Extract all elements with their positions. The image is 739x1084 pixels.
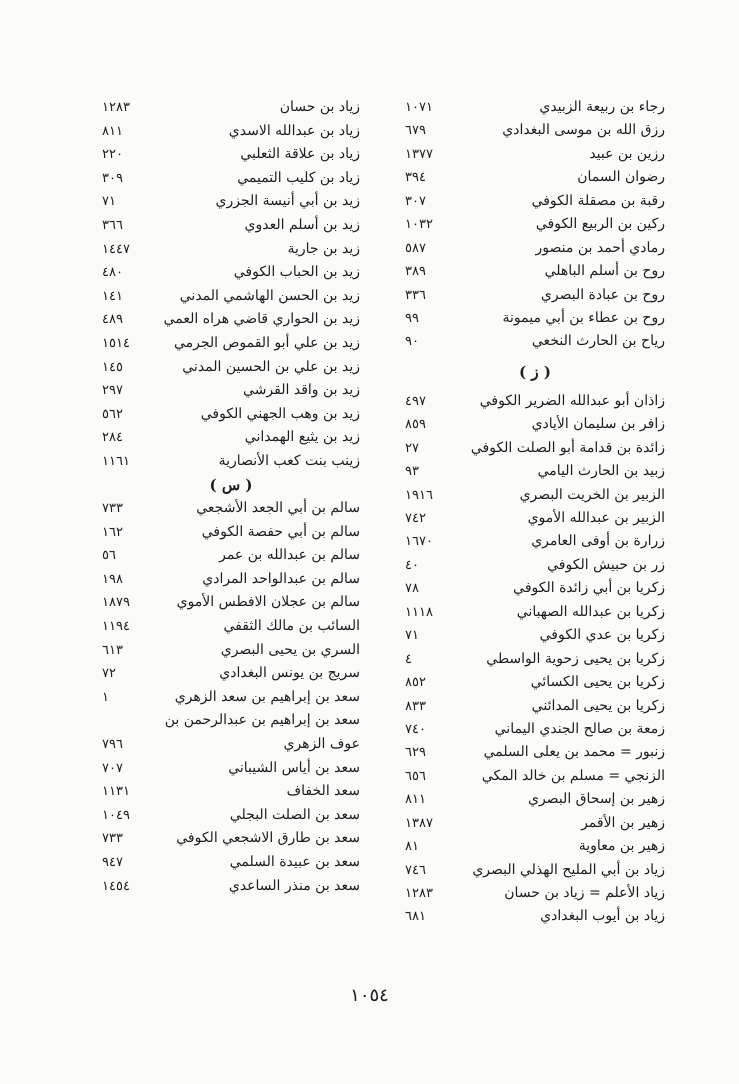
- index-entry: [102, 238, 360, 262]
- entry-number: ٦٢٩: [405, 745, 426, 761]
- entry-number: ٨١١: [405, 792, 426, 808]
- entry-number: ٧٤٦: [405, 862, 426, 878]
- index-entry: [102, 662, 360, 686]
- index-entry: [405, 119, 665, 142]
- entry-name: زكريا بن يحيى الكسائي: [530, 674, 665, 691]
- entry-number: ٩٠: [405, 334, 419, 350]
- index-entry: [405, 143, 665, 166]
- entry-name: عوف الزهري: [283, 736, 360, 753]
- entry-name: الزبير بن عبدالله الأموي: [527, 510, 665, 526]
- index-entry: [102, 308, 360, 332]
- entry-number: ٧٣٣: [102, 501, 123, 517]
- entry-name: زكريا بن عبدالله الصهباني: [516, 603, 665, 620]
- section-heading: [405, 354, 665, 390]
- entry-number: ١: [102, 689, 109, 705]
- section-letter: ( س ): [209, 475, 253, 494]
- entry-name: رقبة بن مصقلة الكوفي: [531, 192, 665, 209]
- index-entry: [405, 577, 665, 600]
- section-letter: ( ز ): [519, 362, 551, 381]
- index-entry: [405, 695, 665, 718]
- index-entry: [102, 827, 360, 851]
- index-entry: [102, 167, 360, 191]
- index-entry: [405, 765, 665, 788]
- entry-number: ٩٤٧: [102, 855, 123, 870]
- entry-name: زينب بنت كعب الأنصارية: [218, 452, 360, 469]
- entry-name: رضوان السمان: [577, 169, 665, 186]
- entry-name: رزين بن عبيد: [589, 145, 665, 162]
- entry-number: ٦٧٩: [405, 123, 426, 139]
- entry-name: زهير بن معاوية: [578, 838, 665, 855]
- entry-number: ٥٦٢: [102, 406, 123, 422]
- entry-number: ١٠٧١: [405, 100, 433, 115]
- index-entry: [102, 450, 360, 474]
- entry-name: سعد بن عبيدة السلمي: [229, 854, 360, 870]
- entry-number: ١٤٥٤: [102, 878, 130, 894]
- entry-name: زبيد بن الحارث اليامي: [537, 463, 665, 480]
- entry-number: ١٨٧٩: [102, 595, 130, 611]
- entry-number: ٢٢٠: [102, 147, 123, 163]
- entry-name: سعد بن الصلت البجلي: [229, 806, 360, 823]
- index-entry: [405, 835, 665, 858]
- entry-number: ٢٨٤: [102, 430, 123, 446]
- index-entry: [405, 882, 665, 905]
- index-entry: [102, 639, 360, 663]
- index-entry: [102, 120, 360, 144]
- entry-name: زياد بن أيوب البغدادي: [540, 908, 665, 925]
- index-entry: [405, 554, 665, 577]
- entry-number: ١١٩٤: [102, 619, 130, 635]
- index-entry: [405, 812, 665, 835]
- entry-number: ١٩١٦: [405, 487, 433, 503]
- entry-name: سعد الخفاف: [286, 783, 360, 800]
- entry-name: زيد بن جارية: [287, 240, 360, 257]
- entry-name: زياد بن عبدالله الاسدي: [228, 122, 360, 139]
- entry-number: ١١١٨: [405, 604, 433, 620]
- entry-number: ١٤٤٧: [102, 241, 130, 257]
- index-entry: [405, 671, 665, 694]
- entry-number: ٣٩٤: [405, 170, 426, 186]
- index-entry: [405, 330, 665, 353]
- entry-name: زهير بن الأقمر: [581, 814, 665, 831]
- entry-name: ركين بن الربيع الكوفي: [535, 216, 665, 233]
- entry-number: ٥٨٧: [405, 240, 426, 256]
- entry-number: ١٠٣٢: [405, 217, 433, 233]
- entry-number: ١٦٢: [102, 524, 123, 540]
- index-entry: [102, 285, 360, 309]
- index-entry: [405, 859, 665, 882]
- index-entry: [102, 497, 360, 521]
- entry-name: زيد بن علي أبو القموص الجرمي: [173, 334, 360, 351]
- entry-number: ٨٥٢: [405, 675, 426, 691]
- index-entry: [102, 733, 360, 757]
- entry-name: رياح بن الحارث النخعي: [531, 333, 665, 350]
- entry-number: ٧٩٦: [102, 737, 123, 753]
- entry-name: زرارة بن أوفى العامري: [531, 533, 665, 550]
- index-entry: [102, 851, 360, 875]
- entry-name: زنبور = محمد بن يعلى السلمي: [483, 744, 665, 761]
- entry-number: ١٩٨: [102, 571, 123, 587]
- index-entry: [102, 615, 360, 639]
- entry-name: زياد بن أبي المليح الهذلي البصري: [472, 861, 665, 878]
- entry-name: سالم بن عبدالواحد المرادي: [202, 570, 360, 587]
- entry-name: زياد بن علاقة الثعلبي: [240, 146, 360, 163]
- entry-number: ٦٨١: [405, 909, 426, 925]
- entry-name: زيد بن الحسن الهاشمي المدني: [179, 287, 360, 304]
- index-entry: [405, 460, 665, 483]
- entry-number: ٧٨: [405, 581, 419, 597]
- entry-number: ١٣٧٧: [405, 146, 433, 162]
- index-entry: [102, 190, 360, 214]
- entry-name: زكريا بن يحيى زحوية الواسطي: [486, 650, 665, 667]
- entry-name: روح بن عطاء بن أبي ميمونة: [502, 309, 665, 326]
- page-number: ١٠٥٤: [350, 985, 389, 1006]
- entry-number: ١١٣١: [102, 784, 130, 800]
- index-entry: [405, 601, 665, 624]
- index-entry: [102, 426, 360, 450]
- entry-number: ١٠٤٩: [102, 807, 130, 823]
- index-entry: [405, 390, 665, 413]
- index-entry: [405, 260, 665, 283]
- entry-name: رمادي أحمد بن منصور: [535, 239, 665, 256]
- entry-name: رجاء بن ربيعة الزبيدي: [539, 99, 665, 115]
- entry-name: السري بن يحيى البصري: [220, 641, 360, 658]
- entry-name: سالم بن عجلان الافطس الأموي: [176, 594, 360, 611]
- entry-number: ٤٨٠: [102, 265, 123, 281]
- index-entry: [102, 686, 360, 710]
- entry-number: ٢٩٧: [102, 383, 123, 399]
- entry-name: روح بن أسلم الباهلي: [544, 263, 665, 280]
- entry-name: زهير بن إسحاق البصري: [528, 791, 665, 808]
- entry-number: ١٤١: [102, 288, 123, 304]
- entry-number: ٤٠: [405, 557, 419, 573]
- entry-number: ٣٠٧: [405, 193, 426, 209]
- entry-number: ٧٢: [102, 666, 116, 682]
- index-entry: [405, 96, 665, 119]
- entry-name: زمعة بن صالح الجندي اليماني: [494, 720, 665, 737]
- index-entry: [405, 237, 665, 260]
- entry-name: رزق الله بن موسى البغدادي: [502, 122, 665, 139]
- entry-name: زيد بن يثيع الهمداني: [244, 429, 360, 446]
- index-entry: [405, 741, 665, 764]
- index-entry: [102, 143, 360, 167]
- index-entry: [102, 591, 360, 615]
- entry-number: ٦٥٦: [405, 768, 426, 784]
- index-entry: [102, 356, 360, 380]
- index-entry: [405, 284, 665, 307]
- index-entry: [102, 214, 360, 238]
- entry-name: سعد بن أياس الشيباني: [228, 759, 360, 776]
- index-entry: [102, 403, 360, 427]
- entry-number: ٩٩: [405, 310, 419, 326]
- index-entry: [405, 530, 665, 553]
- entry-number: ١٤٥: [102, 359, 123, 375]
- right-column: [405, 96, 665, 929]
- entry-number: ٧١: [102, 194, 116, 210]
- entry-name: زيد بن الحواري قاضي هراه العمي: [163, 311, 360, 328]
- entry-name: زكريا بن عدي الكوفي: [539, 627, 665, 644]
- entry-number: ٧٠٧: [102, 760, 123, 776]
- entry-number: ٧٤٠: [405, 721, 426, 737]
- index-entry: [405, 788, 665, 811]
- entry-number: ٨٥٩: [405, 417, 426, 433]
- index-entry: [102, 379, 360, 403]
- entry-number: ٣٠٩: [102, 170, 123, 186]
- entry-name: سالم بن أبي الجعد الأشجعي: [196, 500, 360, 517]
- index-entry: [405, 507, 665, 530]
- entry-number: ٤: [405, 651, 412, 667]
- index-entry: [405, 307, 665, 330]
- entry-name: زيد بن أسلم العدوي: [244, 216, 360, 233]
- entry-number: ١١٦١: [102, 453, 130, 469]
- entry-number: ١٢٨٣: [405, 886, 433, 901]
- index-entry: [102, 568, 360, 592]
- index-entry: [405, 624, 665, 647]
- entry-number: ٢٧: [405, 440, 419, 456]
- entry-name: زافر بن سليمان الأيادي: [531, 416, 665, 433]
- entry-number: ٦١٣: [102, 642, 123, 658]
- entry-name: سالم بن أبي حفصة الكوفي: [201, 523, 360, 540]
- entry-name: السائب بن مالك الثقفي: [223, 618, 360, 635]
- index-entry: [102, 780, 360, 804]
- entry-name: زاذان أبو عبدالله الضرير الكوفي: [479, 392, 665, 409]
- entry-name: زر بن حبيش الكوفي: [547, 556, 665, 573]
- entry-name: زائدة بن قدامة أبو الصلت الكوفي: [470, 439, 665, 456]
- entry-name: سريج بن يونس البغدادي: [219, 665, 360, 682]
- index-entry: [405, 437, 665, 460]
- entry-name: زيد بن الحباب الكوفي: [233, 264, 360, 281]
- index-entry: [102, 544, 360, 568]
- entry-name: زيد بن وهب الجهني الكوفي: [200, 405, 360, 422]
- entry-number: ٨٣٣: [405, 698, 426, 714]
- entry-name: زياد الأعلم = زياد بن حسان: [504, 885, 665, 901]
- entry-number: ١٢٨٣: [102, 100, 130, 115]
- entry-name: زيد بن أبي أنيسة الجزري: [215, 193, 360, 210]
- index-entry: [102, 521, 360, 545]
- entry-number: ٥٦: [102, 548, 116, 564]
- index-entry: [102, 804, 360, 828]
- index-entry: [102, 709, 360, 733]
- entry-name: زيد بن واقد القرشي: [243, 382, 360, 399]
- entry-name: سعد بن إبراهيم بن عبدالرحمن بن: [164, 712, 360, 729]
- entry-name: سعد بن طارق الاشجعي الكوفي: [176, 830, 360, 847]
- entry-name: سعد بن إبراهيم بن سعد الزهري: [174, 688, 360, 705]
- entry-number: ٩٣: [405, 464, 419, 480]
- index-entry: [102, 261, 360, 285]
- index-entry: [405, 484, 665, 507]
- index-entry: [405, 648, 665, 671]
- entry-number: ٣٨٩: [405, 264, 426, 280]
- left-column: [102, 96, 360, 898]
- entry-name: روح بن عبادة البصري: [540, 286, 665, 303]
- entry-number: ٨١: [405, 839, 419, 855]
- entry-name: سالم بن عبدالله بن عمر: [219, 547, 360, 564]
- entry-number: ١٦٧٠: [405, 534, 433, 550]
- entry-name: الزنجي = مسلم بن خالد المكي: [481, 767, 665, 784]
- entry-name: زكريا بن يحيى المدائني: [531, 697, 665, 714]
- entry-name: زيد بن علي بن الحسين المدني: [182, 358, 360, 375]
- index-entry: [405, 905, 665, 928]
- index-entry: [405, 166, 665, 189]
- index-entry: [405, 213, 665, 236]
- entry-number: ٣٣٦: [405, 287, 426, 303]
- index-entry: [102, 96, 360, 120]
- entry-number: ٣٦٦: [102, 217, 123, 233]
- index-entry: [102, 332, 360, 356]
- index-entry: [405, 190, 665, 213]
- entry-number: ٧٣٣: [102, 831, 123, 847]
- entry-number: ٧١: [405, 628, 419, 644]
- section-heading: [102, 474, 360, 498]
- entry-number: ١٥١٤: [102, 335, 130, 351]
- entry-number: ٨١١: [102, 123, 123, 139]
- entry-name: زياد بن حسان: [279, 99, 360, 115]
- index-entry: [102, 757, 360, 781]
- entry-number: ٤٩٧: [405, 393, 426, 409]
- index-entry: [102, 875, 360, 899]
- entry-name: سعد بن منذر الساعدي: [228, 877, 360, 894]
- entry-name: زكريا بن أبي زائدة الكوفي: [513, 580, 665, 597]
- index-entry: [405, 718, 665, 741]
- entry-name: زياد بن كليب التميمي: [237, 169, 360, 186]
- entry-number: ٧٤٢: [405, 511, 426, 526]
- entry-name: الزبير بن الخريت البصري: [519, 486, 665, 503]
- index-entry: [405, 413, 665, 436]
- entry-number: ٤٨٩: [102, 312, 123, 328]
- entry-number: ١٣٨٧: [405, 815, 433, 831]
